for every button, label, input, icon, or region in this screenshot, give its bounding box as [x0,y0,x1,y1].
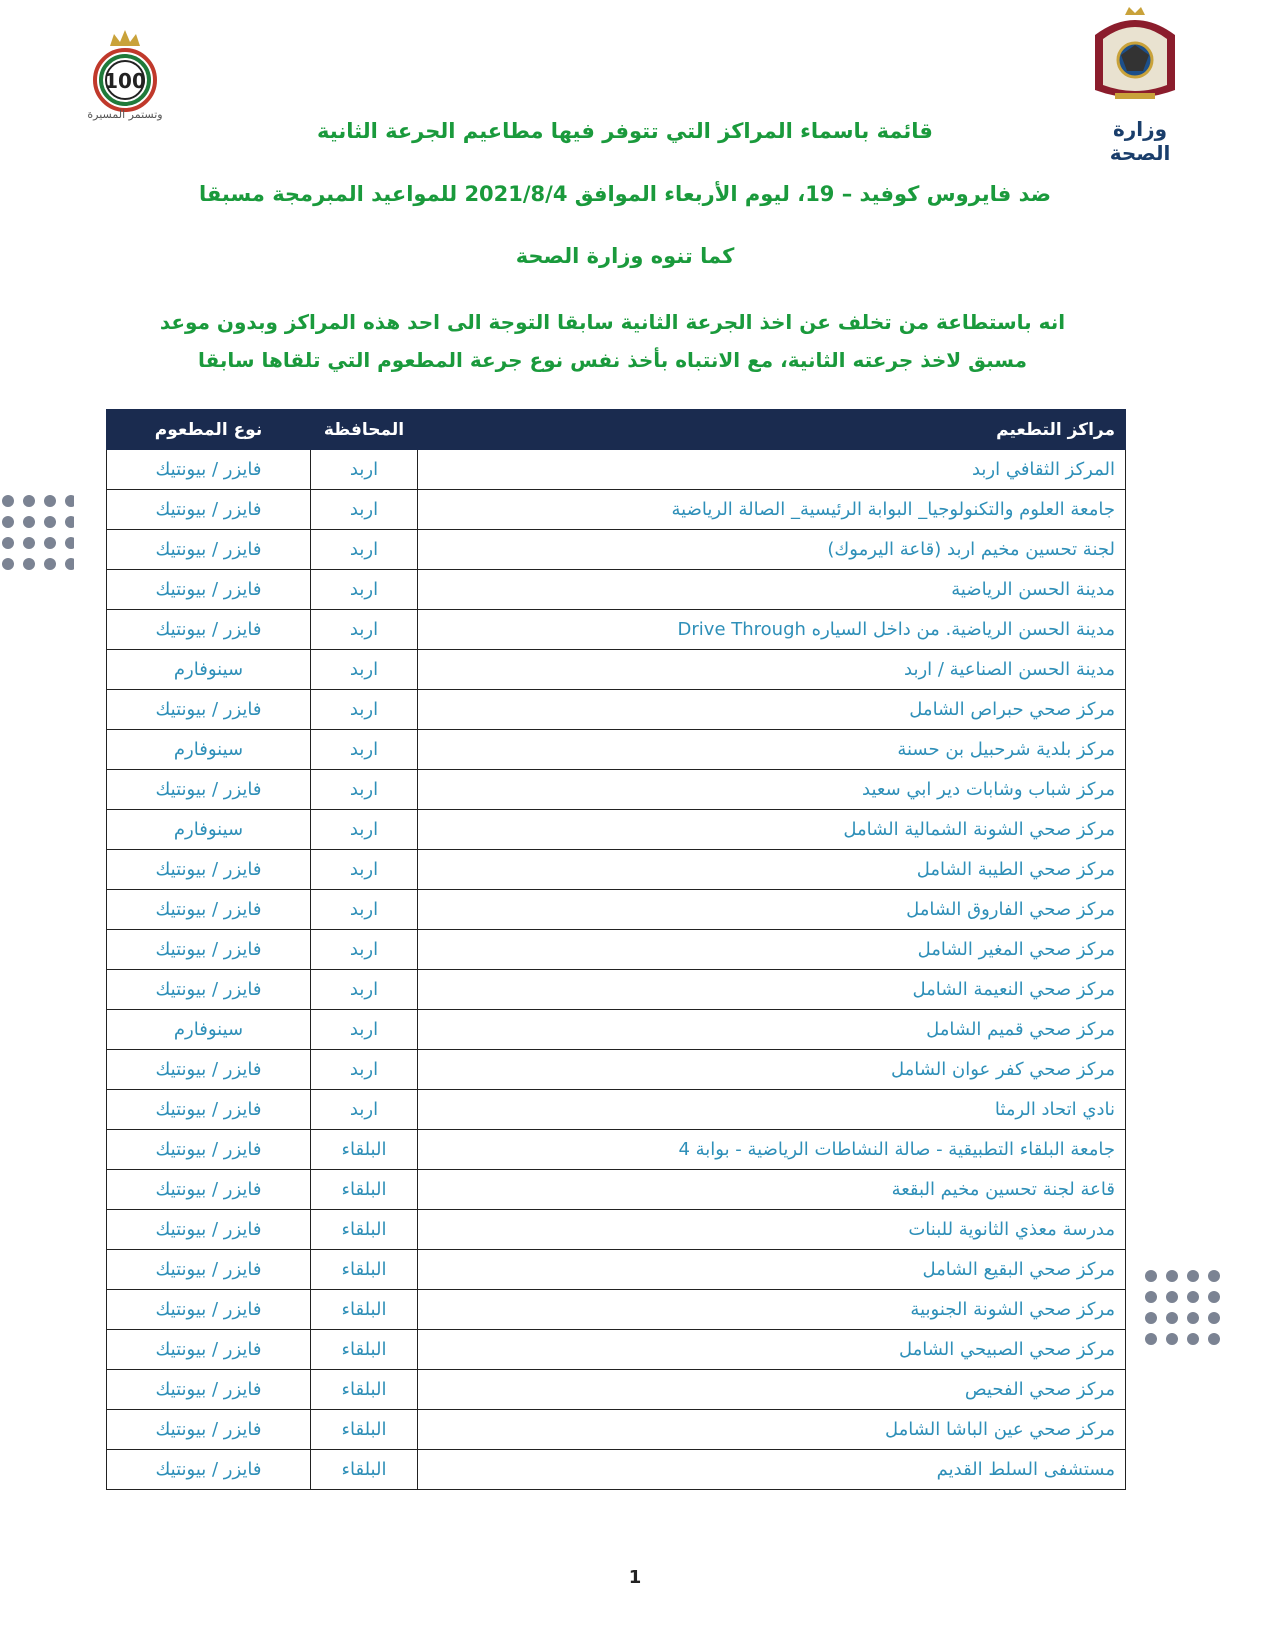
table-header-row [107,410,1126,450]
cell-vaccine: فايزر / بيونتيك [107,1330,311,1370]
ministry-name: وزارة الصحة [1109,117,1171,165]
cell-governorate: اربد [311,490,418,530]
table-row [107,1330,1126,1370]
title-line-2: ضد فايروس كوفيد – 19، ليوم الأربعاء الموافق 2021/8/4 للمواعيد المبرمجة مسبقا [198,182,1052,206]
cell-center: مركز صحي الفاروق الشامل [418,890,1126,930]
dot [44,537,56,549]
table-row [107,1370,1126,1410]
dot [23,537,35,549]
cell-governorate: اربد [311,890,418,930]
cell-governorate: البلقاء [311,1370,418,1410]
cell-center: مركز صحي البقيع الشامل [418,1250,1126,1290]
cell-center: قاعة لجنة تحسين مخيم البقعة [418,1170,1126,1210]
dot [1166,1291,1178,1303]
table-row [107,1130,1126,1170]
dot [1166,1333,1178,1345]
cell-vaccine: سينوفارم [107,730,311,770]
cell-governorate: اربد [311,650,418,690]
cell-center: مركز صحي المغير الشامل [418,930,1126,970]
dot [1187,1333,1199,1345]
cell-vaccine: فايزر / بيونتيك [107,1130,311,1170]
dot [1208,1270,1220,1282]
table-row [107,1290,1126,1330]
page-number: 1 [628,1567,642,1588]
cell-governorate: اربد [311,970,418,1010]
title-line-1: قائمة باسماء المراكز التي تتوفر فيها مطاعيم الجرعة الثانية [317,119,933,143]
dot [1166,1270,1178,1282]
logo-caption: وتستمر المسيرة [87,108,163,121]
table-row [107,1450,1126,1490]
cell-governorate: البلقاء [311,1170,418,1210]
dot [1187,1312,1199,1324]
cell-center: مدرسة معذي الثانوية للبنات [418,1210,1126,1250]
table-row [107,730,1126,770]
cell-center: مركز صحي الشونة الجنوبية [418,1290,1126,1330]
cell-vaccine: فايزر / بيونتيك [107,1170,311,1210]
cell-governorate: البلقاء [311,1450,418,1490]
cell-center: مركز صحي كفر عوان الشامل [418,1050,1126,1090]
dot [44,558,56,570]
cell-governorate: اربد [311,1050,418,1090]
cell-vaccine: فايزر / بيونتيك [107,610,311,650]
decorative-dots-left [2,495,74,587]
cell-center: مركز صحي الشونة الشمالية الشامل [418,810,1126,850]
cell-center: مدينة الحسن الرياضية [418,570,1126,610]
dot [1187,1270,1199,1282]
table-row [107,570,1126,610]
cell-vaccine: فايزر / بيونتيك [107,1210,311,1250]
dot [65,516,74,528]
dot [23,516,35,528]
table-row [107,1090,1126,1130]
dot [1145,1270,1157,1282]
table-row [107,970,1126,1010]
dot [23,495,35,507]
cell-center: مركز شباب وشابات دير ابي سعيد [418,770,1126,810]
cell-governorate: اربد [311,570,418,610]
cell-governorate: اربد [311,810,418,850]
cell-governorate: اربد [311,450,418,490]
cell-vaccine: فايزر / بيونتيك [107,1290,311,1330]
dot [2,516,14,528]
cell-governorate: اربد [311,1090,418,1130]
table-row [107,1170,1126,1210]
cell-vaccine: فايزر / بيونتيك [107,690,311,730]
dot [44,495,56,507]
header-governorate: المحافظة [311,410,418,450]
cell-vaccine: فايزر / بيونتيك [107,1450,311,1490]
cell-center: مركز صحي قميم الشامل [418,1010,1126,1050]
table-row [107,530,1126,570]
table-row [107,770,1126,810]
cell-center: مركز صحي الطيبة الشامل [418,850,1126,890]
cell-vaccine: فايزر / بيونتيك [107,570,311,610]
cell-vaccine: فايزر / بيونتيك [107,930,311,970]
table-row [107,1250,1126,1290]
cell-governorate: اربد [311,770,418,810]
notice-line-1: انه باستطاعة من تخلف عن اخذ الجرعة الثانية سابقا التوجة الى احد هذه المراكز وبدون موعد [159,310,1066,334]
cell-governorate: اربد [311,610,418,650]
table-row [107,890,1126,930]
dot [1208,1312,1220,1324]
cell-center: مستشفى السلط القديم [418,1450,1126,1490]
header-vaccine: نوع المطعوم [107,410,311,450]
dot [1145,1312,1157,1324]
cell-vaccine: فايزر / بيونتيك [107,850,311,890]
cell-vaccine: فايزر / بيونتيك [107,450,311,490]
dot [1166,1312,1178,1324]
table-row [107,490,1126,530]
decorative-dots-right [1145,1270,1221,1362]
cell-governorate: البلقاء [311,1290,418,1330]
cell-governorate: اربد [311,690,418,730]
cell-vaccine: فايزر / بيونتيك [107,1050,311,1090]
cell-vaccine: فايزر / بيونتيك [107,1250,311,1290]
cell-vaccine: فايزر / بيونتيك [107,970,311,1010]
dot [1145,1291,1157,1303]
cell-center: مركز بلدية شرحبيل بن حسنة [418,730,1126,770]
cell-vaccine: فايزر / بيونتيك [107,770,311,810]
dot [1187,1291,1199,1303]
cell-vaccine: فايزر / بيونتيك [107,890,311,930]
table-row [107,850,1126,890]
table-row [107,1010,1126,1050]
dot [65,558,74,570]
dot [2,537,14,549]
cell-center: مركز صحي النعيمة الشامل [418,970,1126,1010]
cell-vaccine: فايزر / بيونتيك [107,490,311,530]
dot [23,558,35,570]
cell-center: جامعة البلقاء التطبيقية - صالة النشاطات الرياضية - بوابة 4 [418,1130,1126,1170]
cell-governorate: اربد [311,850,418,890]
dot [65,495,74,507]
dot [44,516,56,528]
cell-center: مركز صحي الفحيص [418,1370,1126,1410]
notice-line-2: مسبق لاخذ جرعته الثانية، مع الانتباه بأخذ نفس نوع جرعة المطعوم التي تلقاها سابقا [197,348,1028,372]
cell-governorate: البلقاء [311,1130,418,1170]
cell-center: جامعة العلوم والتكنولوجيا_ البوابة الرئيسية_ الصالة الرياضية [418,490,1126,530]
cell-governorate: اربد [311,530,418,570]
cell-governorate: اربد [311,730,418,770]
cell-center: مركز صحي الصبيحي الشامل [418,1330,1126,1370]
cell-center: مركز صحي عين الباشا الشامل [418,1410,1126,1450]
table-row [107,1210,1126,1250]
dot [65,537,74,549]
logo-number: 100 [104,69,146,93]
cell-center: المركز الثقافي اربد [418,450,1126,490]
cell-vaccine: فايزر / بيونتيك [107,1410,311,1450]
cell-vaccine: سينوفارم [107,1010,311,1050]
cell-center: مدينة الحسن الصناعية / اربد [418,650,1126,690]
table-row [107,810,1126,850]
table-row [107,450,1126,490]
dot [2,495,14,507]
cell-center: نادي اتحاد الرمثا [418,1090,1126,1130]
cell-vaccine: فايزر / بيونتيك [107,530,311,570]
header-center: مراكز التطعيم [418,410,1126,450]
cell-vaccine: فايزر / بيونتيك [107,1370,311,1410]
table-row [107,1050,1126,1090]
cell-governorate: البلقاء [311,1330,418,1370]
cell-governorate: اربد [311,1010,418,1050]
dot [2,558,14,570]
table-row [107,1410,1126,1450]
cell-center: مدينة الحسن الرياضية. من داخل السياره Drive Through [418,610,1126,650]
cell-governorate: اربد [311,930,418,970]
cell-vaccine: سينوفارم [107,650,311,690]
table-row [107,610,1126,650]
table-row [107,650,1126,690]
cell-center: مركز صحي حبراص الشامل [418,690,1126,730]
title-line-3: كما تنوه وزارة الصحة [515,244,735,268]
dot [1208,1333,1220,1345]
table-row [107,690,1126,730]
dot [1208,1291,1220,1303]
cell-governorate: البلقاء [311,1250,418,1290]
notice-text [150,303,1075,379]
cell-center: لجنة تحسين مخيم اربد (قاعة اليرموك) [418,530,1126,570]
cell-governorate: البلقاء [311,1210,418,1250]
table-row [107,930,1126,970]
dot [1145,1333,1157,1345]
vaccination-centers-table [106,409,1126,1490]
cell-vaccine: فايزر / بيونتيك [107,1090,311,1130]
cell-governorate: البلقاء [311,1410,418,1450]
cell-vaccine: سينوفارم [107,810,311,850]
coat-of-arms-logo [1085,5,1185,110]
